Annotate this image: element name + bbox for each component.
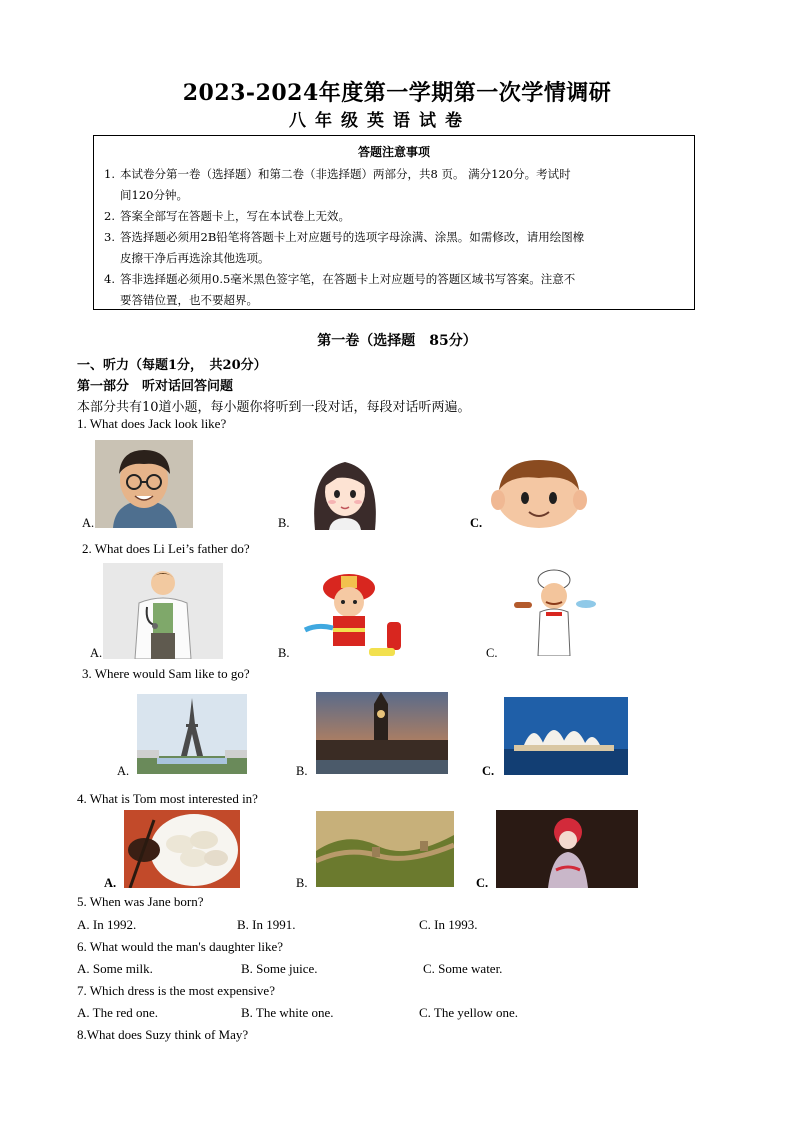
option-b-label[interactable]: B. [278,646,290,660]
question-8: 8.What does Suzy think of May? [77,1027,249,1042]
option-a[interactable]: A. The red one. [77,1005,158,1020]
notice-item-4 [104,269,689,311]
question-6: 6. What would the man's daughter like? [77,939,284,954]
option-a-label[interactable]: A. [82,516,95,530]
option-c[interactable]: C. Some water. [423,961,503,976]
option-b-label[interactable]: B. [278,516,290,530]
notice-item-text: 答选择题必须用2B铅笔将答题卡上对应题号的选项字母涂满、涂黑。如需修改，请用绘图橡 [120,230,585,244]
question-7: 7. Which dress is the most expensive? [77,983,275,998]
sydney-opera-house-photo[interactable] [504,697,628,775]
option-b-label[interactable]: B. [296,876,308,890]
notice-item-continuation: 皮擦干净后再选涂其他选项。 [120,251,270,265]
question-5: 5. When was Jane born? [77,894,204,909]
big-ben-photo[interactable] [316,692,448,774]
option-b[interactable]: B. The white one. [241,1005,334,1020]
part-heading: 一、听力（每题1分， 共20分） [77,358,267,373]
option-a[interactable]: A. In 1992. [77,917,137,932]
notice-item-2 [104,206,689,227]
great-wall-photo[interactable] [316,811,454,887]
option-c-label[interactable]: C. [476,876,489,890]
notice-item-continuation: 要答错位置，也不要超界。 [120,293,258,307]
option-c[interactable]: C. The yellow one. [419,1005,519,1020]
boy-face-icon[interactable] [489,456,589,530]
notice-item-number: 1. [104,167,115,181]
eiffel-tower-photo[interactable] [137,694,247,774]
part-instruction: 本部分共有10道小题，每小题你将听到一段对话，每段对话听两遍。 [77,400,471,415]
question-2: 2. What does Li Lei’s father do? [82,541,250,556]
option-c-label[interactable]: C. [486,646,498,660]
notice-item-3 [104,227,689,269]
option-c[interactable]: C. In 1993. [419,917,478,932]
notice-item-number: 3. [104,230,115,244]
notice-item-number: 4. [104,272,115,286]
option-b[interactable]: B. Some juice. [241,961,318,976]
option-a-label[interactable]: A. [117,764,130,778]
notice-item-1 [104,164,689,206]
chef-icon[interactable] [510,568,596,656]
option-a-label[interactable]: A. [104,876,117,890]
notice-heading: 答题注意事项 [357,145,430,159]
page-title: 2023-2024年度第一学期第一次学情调研 [182,80,612,106]
notice-item-text: 本试卷分第一卷（选择题）和第二卷（非选择题）两部分，共8 页。 满分120分。考试时 [120,167,571,181]
dumplings-photo[interactable] [124,810,240,888]
part-subheading: 第一部分 听对话回答问题 [77,379,234,394]
option-b[interactable]: B. In 1991. [237,917,296,932]
notice-item-continuation: 间120分钟。 [120,188,188,202]
option-a[interactable]: A. Some milk. [77,961,153,976]
doctor-icon[interactable] [103,563,223,659]
question-3: 3. Where would Sam like to go? [82,666,250,681]
firefighter-icon[interactable] [303,568,411,658]
option-a-label[interactable]: A. [90,646,103,660]
option-c-label[interactable]: C. [482,764,495,778]
notice-item-text: 答非选择题必须用0.5毫米黑色签字笔，在答题卡上对应题号的答题区域书写答案。注意不 [120,272,576,286]
notice-item-number: 2. [104,209,115,223]
page-subtitle: 八年级英语试卷 [289,111,471,131]
man-with-glasses-icon[interactable] [95,440,193,528]
question-4: 4. What is Tom most interested in? [77,791,258,806]
section-title: 第一卷（选择题 85分） [317,333,477,349]
option-b-label[interactable]: B. [296,764,308,778]
question-1: 1. What does Jack look like? [77,416,227,431]
peking-opera-photo[interactable] [496,810,638,888]
notice-item-text: 答案全部写在答题卡上，写在本试卷上无效。 [120,209,350,223]
girl-long-hair-icon[interactable] [291,450,399,530]
notice-box [93,135,695,310]
option-c-label[interactable]: C. [470,516,483,530]
